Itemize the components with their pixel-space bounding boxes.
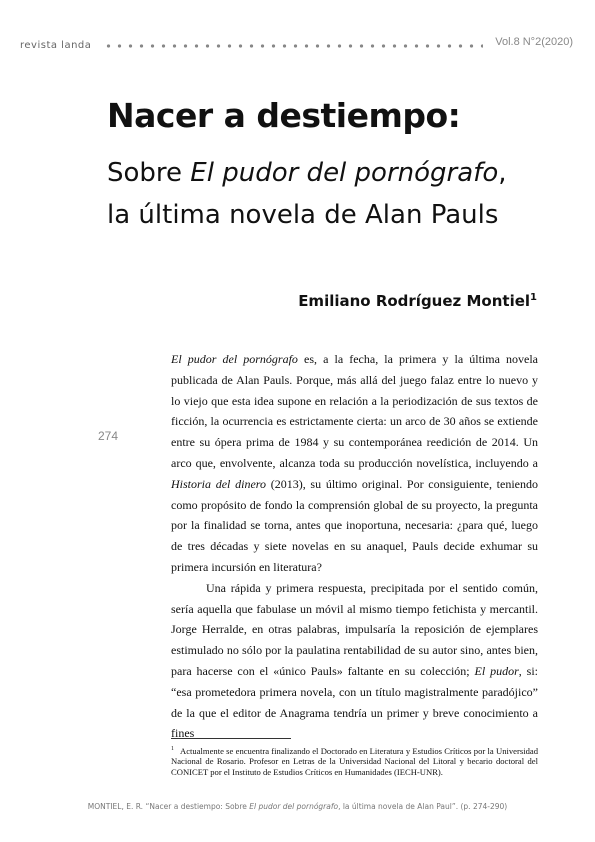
- p1-text-b: (2013), su último original. Por consiguiente, teniendo como propósito de fondo la comprensión global de su proyecto, la pregunta por la finalidad se torna, antes que inoportuna, necesaria: ¿para qué, luego de tres décadas y siete novelas en su anaquel, Pauls decide exhumar su primera incursión en literatura?: [171, 476, 538, 574]
- page-citation: [0, 802, 595, 811]
- article-body: [171, 349, 538, 744]
- footnote-divider: [171, 738, 291, 739]
- subtitle-text-a: Sobre: [107, 158, 191, 188]
- footnote: [171, 744, 538, 777]
- footnote-mark: 1: [171, 746, 174, 752]
- paragraph-1: [171, 349, 538, 578]
- page-header: [0, 30, 595, 56]
- author-name: [298, 292, 537, 310]
- page-number: 274: [98, 429, 119, 443]
- p1-italic-b: Historia del dinero: [171, 476, 266, 491]
- journal-name: revista landa: [20, 40, 92, 51]
- subtitle-italic-title: El pudor del pornógrafo: [190, 158, 499, 188]
- footnote-text: Actualmente se encuentra finalizando el Doctorado en Literatura y Estudios Críticos por la Universidad Nacional de Rosario. Profesor en Letras de la Universidad Nacional del Litoral y becario doctoral del CONICET por el Instituto de Estudios Críticos en Humanidades (IECH-UNR).: [171, 745, 538, 777]
- author-text: Emiliano Rodríguez Montiel: [298, 292, 531, 310]
- subtitle-text-b: , la última novela de Alan Pauls: [107, 158, 507, 230]
- paragraph-2: [171, 578, 538, 744]
- article-subtitle: [107, 152, 537, 236]
- p2-text-a: Una rápida y primera respuesta, precipitada por el sentido común, sería aquella que fabulase un móvil al mismo tiempo fetichista y mercantil. Jorge Herralde, en otras palabras, impulsaría la reposición de ejemplares estimulado no sólo por la paulatina rentabilidad de su autor sino, antes bien, para hacerse con el «único Pauls» faltante en su colección;: [171, 580, 538, 678]
- article-title: Nacer a destiempo:: [107, 96, 461, 135]
- p2-italic-b: El pudor: [474, 663, 519, 678]
- p1-italic-a: El pudor del pornógrafo: [171, 352, 298, 366]
- citation-text-a: MONTIEL, E. R. “Nacer a destiempo: Sobre: [87, 802, 250, 811]
- volume-label: Vol.8 N°2(2020): [495, 36, 573, 48]
- header-dot-leader: [103, 44, 483, 48]
- p2-text-b: , si: “esa prometedora primera novela, con un título magistralmente paradójico” de la que el editor de Anagrama tendría un primer y breve conocimiento a fines: [171, 663, 538, 741]
- citation-text-b: , la última novela de Alan Paul”. (p. 274-290): [338, 802, 508, 811]
- citation-italic: El pudor del pornógrafo: [249, 802, 339, 811]
- author-footnote-mark[interactable]: 1: [530, 292, 537, 303]
- p1-text-a: es, a la fecha, la primera y la última novela publicada de Alan Pauls. Porque, más allá del juego falaz entre lo nuevo y lo viejo que esta idea supone en relación a la periodización de sus textos de ficción, la ocurrencia es estrictamente cierta: un arco de 30 años se extiende entre su ópera prima de 1984 y su contemporánea reedición de 2014. Un arco que, envolvente, alcanza toda su producción novelística, incluyendo a: [171, 352, 538, 470]
